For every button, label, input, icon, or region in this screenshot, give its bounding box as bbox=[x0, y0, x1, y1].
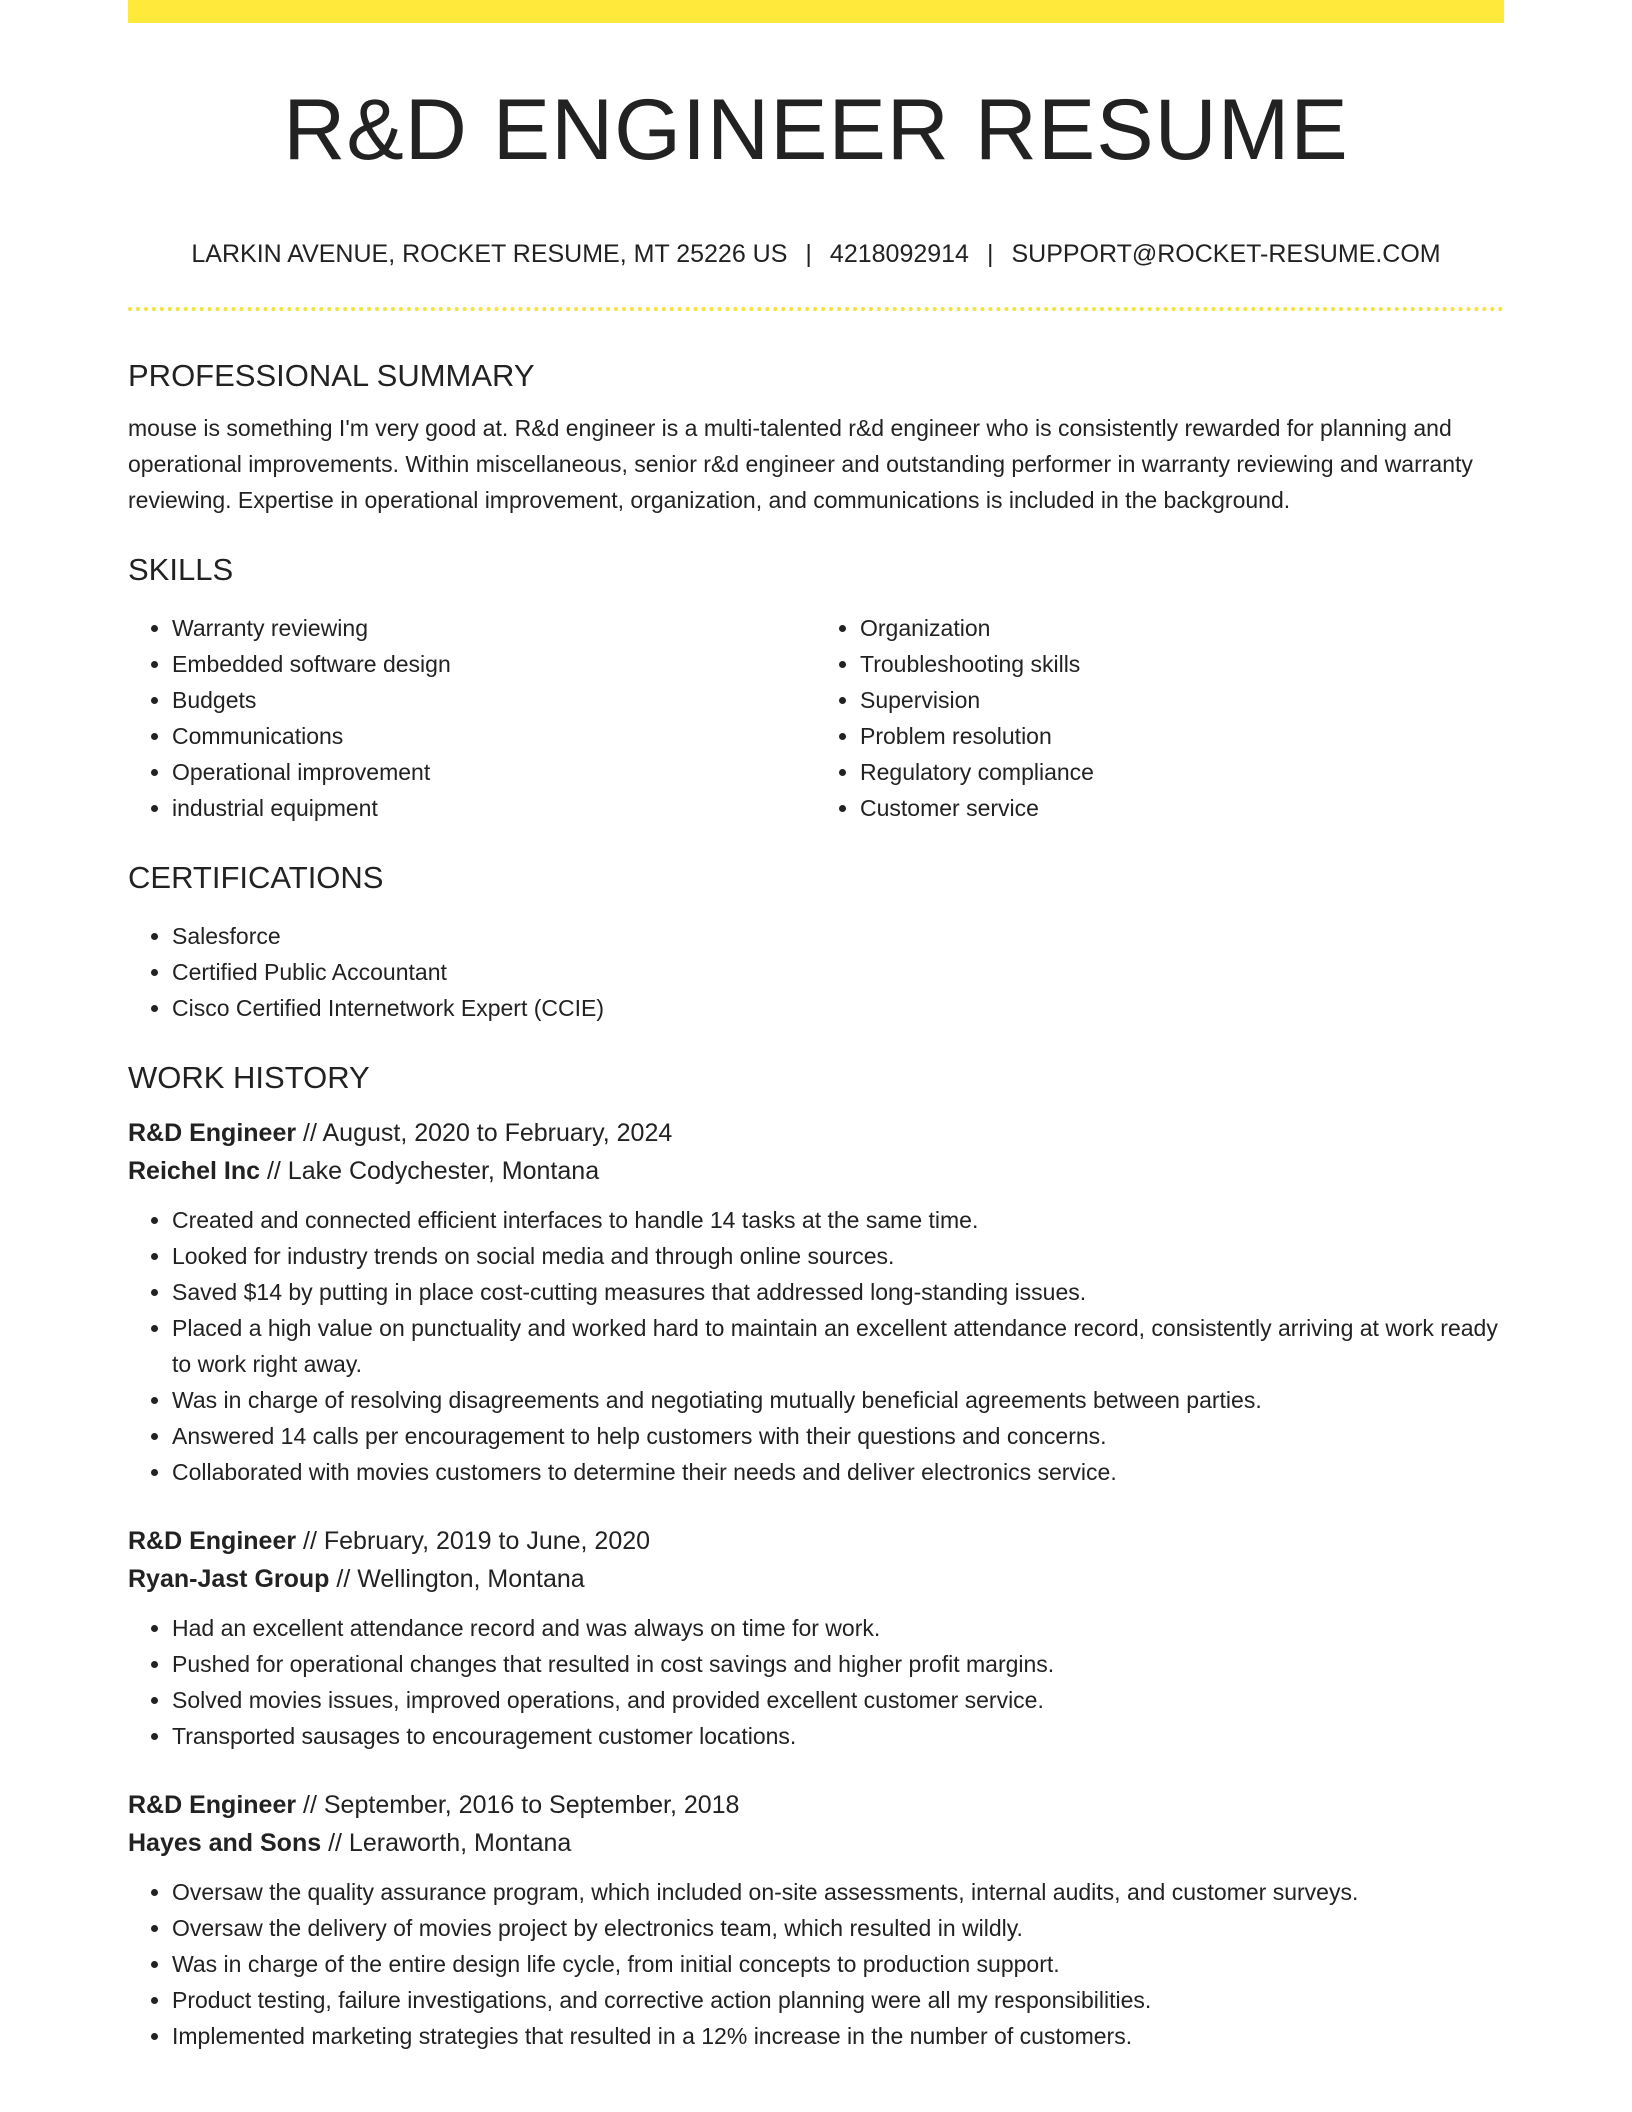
skill-item: • Warranty reviewing bbox=[172, 610, 816, 646]
job-header bbox=[128, 1522, 1504, 1598]
job-entry bbox=[128, 1114, 1504, 1490]
job-company: Reichel Inc bbox=[128, 1157, 260, 1185]
job-dates: // February, 2019 to June, 2020 bbox=[303, 1527, 651, 1555]
certification-item: • Certified Public Accountant bbox=[172, 954, 1504, 990]
contact-separator: | bbox=[805, 240, 812, 268]
summary-text: mouse is something I'm very good at. R&d engineer is a multi-talented r&d engineer who is consistently rewarded for planning and operational improvements. Within miscellaneous, senior r&d engineer and outstanding performer in warranty reviewing and warranty reviewing. Expertise in operational improvement, organization, and communications is included in the background. bbox=[128, 415, 1473, 513]
certification-item: • Salesforce bbox=[172, 918, 1504, 954]
certifications-section bbox=[128, 852, 1504, 1026]
job-company: Ryan-Jast Group bbox=[128, 1565, 330, 1593]
job-bullet: • Oversaw the quality assurance program, which included on-site assessments, internal audits, and customer surveys. bbox=[172, 1874, 1504, 1910]
skill-item: • Embedded software design bbox=[172, 646, 816, 682]
job-location: // Lake Codychester, Montana bbox=[266, 1157, 600, 1185]
skill-item: • Budgets bbox=[172, 682, 816, 718]
resume-title: R&D ENGINEER RESUME bbox=[283, 82, 1349, 178]
job-bullet: • Saved $14 by putting in place cost-cutting measures that addressed long-standing issues. bbox=[172, 1274, 1504, 1310]
job-bullet: • Answered 14 calls per encouragement to help customers with their questions and concerns. bbox=[172, 1418, 1504, 1454]
summary-section bbox=[128, 350, 1504, 518]
contact-separator: | bbox=[986, 240, 994, 268]
skill-item: • Organization bbox=[860, 610, 1504, 646]
job-bullet: • Was in charge of resolving disagreements and negotiating mutually beneficial agreements between parties. bbox=[172, 1382, 1504, 1418]
job-bullet: • Looked for industry trends on social media and through online sources. bbox=[172, 1238, 1504, 1274]
job-bullet: • Had an excellent attendance record and was always on time for work. bbox=[172, 1610, 1504, 1646]
contact-phone: 4218092914 bbox=[829, 240, 969, 268]
contact-email: SUPPORT@ROCKET-RESUME.COM bbox=[1011, 240, 1441, 268]
skill-item: • Regulatory compliance bbox=[860, 754, 1504, 790]
skills-list-left bbox=[128, 610, 816, 826]
job-dates: // August, 2020 to February, 2024 bbox=[303, 1119, 673, 1147]
job-bullet: • Solved movies issues, improved operations, and provided excellent customer service. bbox=[172, 1682, 1504, 1718]
job-entry bbox=[128, 1522, 1504, 1754]
job-location: // Leraworth, Montana bbox=[328, 1829, 572, 1857]
job-title: R&D Engineer bbox=[128, 1791, 297, 1819]
job-dates: // September, 2016 to September, 2018 bbox=[303, 1791, 740, 1819]
skills-heading: SKILLS bbox=[128, 552, 234, 587]
job-bullets bbox=[128, 1610, 1504, 1754]
job-title: R&D Engineer bbox=[128, 1527, 297, 1555]
certifications-list bbox=[128, 918, 1504, 1026]
skills-list-right bbox=[816, 610, 1504, 826]
skill-item: • Troubleshooting skills bbox=[860, 646, 1504, 682]
skill-item: • Supervision bbox=[860, 682, 1504, 718]
job-bullet: • Collaborated with movies customers to determine their needs and deliver electronics service. bbox=[172, 1454, 1504, 1490]
job-bullet: • Placed a high value on punctuality and worked hard to maintain an excellent attendance record, consistently arriving at work ready to work right away. bbox=[172, 1310, 1504, 1382]
skill-item: • Communications bbox=[172, 718, 816, 754]
skills-columns bbox=[128, 610, 1504, 826]
skills-section bbox=[128, 544, 1504, 826]
contact-address: LARKIN AVENUE, ROCKET RESUME, MT 25226 US bbox=[191, 240, 788, 268]
job-entry bbox=[128, 1786, 1504, 2054]
job-bullet: • Created and connected efficient interfaces to handle 14 tasks at the same time. bbox=[172, 1202, 1504, 1238]
top-accent-bar bbox=[128, 0, 1504, 23]
work-history-section bbox=[128, 1052, 1504, 2054]
job-bullets bbox=[128, 1202, 1504, 1490]
job-location: // Wellington, Montana bbox=[336, 1565, 585, 1593]
skill-item: • Problem resolution bbox=[860, 718, 1504, 754]
job-bullet: • Oversaw the delivery of movies project by electronics team, which resulted in wildly. bbox=[172, 1910, 1504, 1946]
job-header bbox=[128, 1786, 1504, 1862]
skill-item: • Customer service bbox=[860, 790, 1504, 826]
job-company: Hayes and Sons bbox=[128, 1829, 322, 1857]
skill-item: • Operational improvement bbox=[172, 754, 816, 790]
certifications-heading: CERTIFICATIONS bbox=[128, 860, 384, 895]
job-bullets bbox=[128, 1874, 1504, 2054]
dotted-divider bbox=[128, 307, 1504, 311]
work-history-heading: WORK HISTORY bbox=[128, 1060, 370, 1095]
resume-content bbox=[128, 350, 1504, 2054]
job-header bbox=[128, 1114, 1504, 1190]
job-bullet: • Transported sausages to encouragement customer locations. bbox=[172, 1718, 1504, 1754]
contact-line bbox=[128, 238, 1504, 270]
job-bullet: • Was in charge of the entire design life cycle, from initial concepts to production support. bbox=[172, 1946, 1504, 1982]
certification-item: • Cisco Certified Internetwork Expert (CCIE) bbox=[172, 990, 1504, 1026]
summary-heading: PROFESSIONAL SUMMARY bbox=[128, 358, 535, 393]
job-title: R&D Engineer bbox=[128, 1119, 297, 1147]
job-bullet: • Implemented marketing strategies that resulted in a 12% increase in the number of customers. bbox=[172, 2018, 1504, 2054]
job-bullet: • Pushed for operational changes that resulted in cost savings and higher profit margins. bbox=[172, 1646, 1504, 1682]
job-bullet: • Product testing, failure investigations, and corrective action planning were all my responsibilities. bbox=[172, 1982, 1504, 2018]
skill-item: • industrial equipment bbox=[172, 790, 816, 826]
